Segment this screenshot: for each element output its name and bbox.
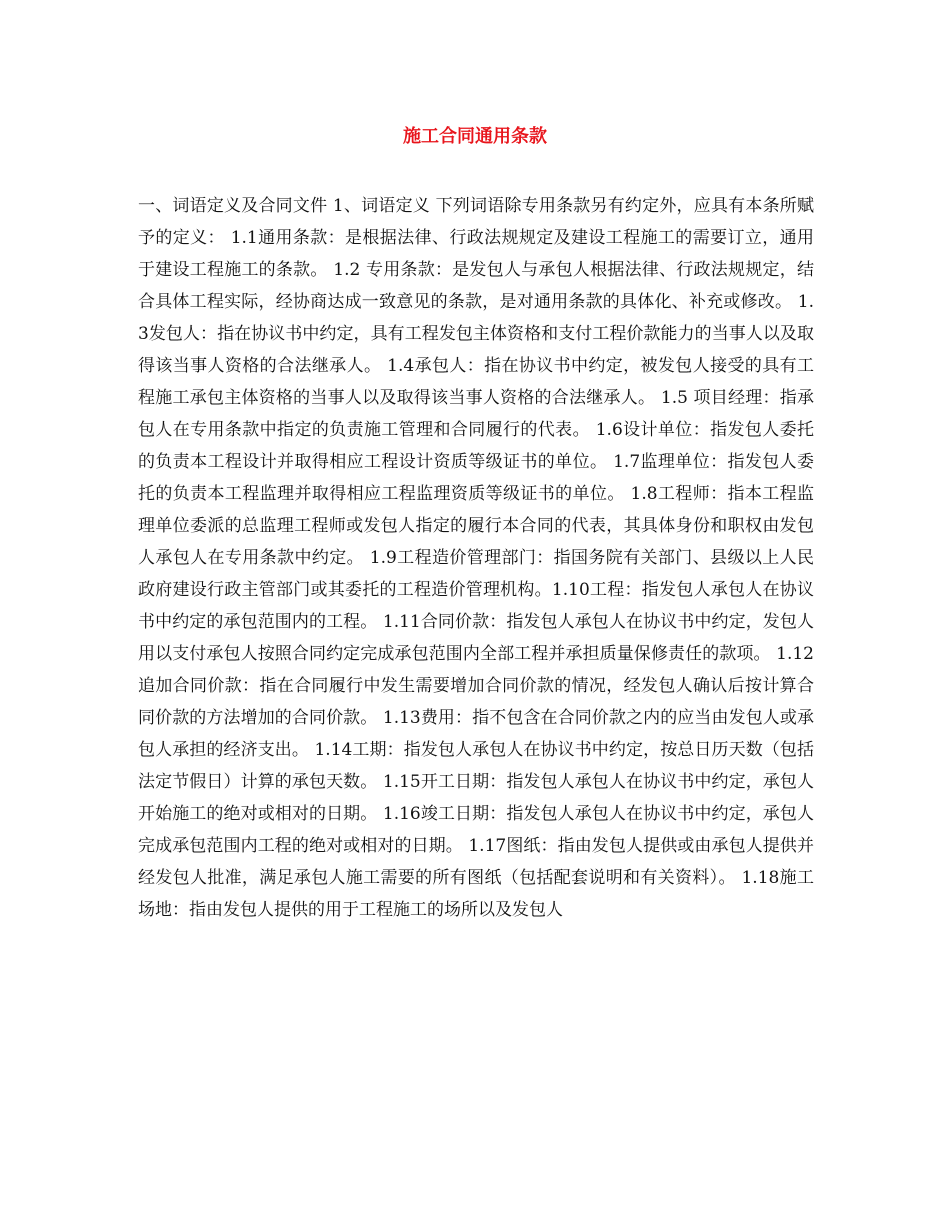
document-title: 施工合同通用条款 bbox=[403, 126, 547, 147]
document-body: 一、词语定义及合同文件 1、词语定义 下列词语除专用条款另有约定外，应具有本条所赋予的定义： 1.1通用条款：是根据法律、行政法规规定及建设工程施工的需要订立，通用于建设工程施工的条款。 1.2 专用条款：是发包人与承包人根据法律、行政法规规定，结合具体工程实际，经协商达成一致意见的条款，是对通用条款的具体化、补充或修改。 1.3发包人：指在协议书中约定，具有工程发包主体资格和支付工程价款能力的当事人以及取得该当事人资格的合法继承人。 1.4承包人：指在协议书中约定，被发包人接受的具有工程施工承包主体资格的当事人以及取得该当事人资格的合法继承人。 1.5 项目经理：指承包人在专用条款中指定的负责施工管理和合同履行的代表。 1.6设计单位：指发包人委托的负责本工程设计并取得相应工程设计资质等级证书的单位。 1.7监理单位：指发包人委托的负责本工程监理并取得相应工程监理资质等级证书的单位。 1.8工程师：指本工程监理单位委派的总监理工程师或发包人指定的履行本合同的代表，其具体身份和职权由发包人承包人在专用条款中约定。 1.9工程造价管理部门：指国务院有关部门、县级以上人民政府建设行政主管部门或其委托的工程造价管理机构。1.10工程：指发包人承包人在协议书中约定的承包范围内的工程。 1.11合同价款：指发包人承包人在协议书中约定，发包人用以支付承包人按照合同约定完成承包范围内全部工程并承担质量保修责任的款项。 1.12追加合同价款：指在合同履行中发生需要增加合同价款的情况，经发包人确认后按计算合同价款的方法增加的合同价款。 1.13费用：指不包含在合同价款之内的应当由发包人或承包人承担的经济支出。 1.14工期：指发包人承包人在协议书中约定，按总日历天数（包括法定节假日）计算的承包天数。 1.15开工日期：指发包人承包人在协议书中约定，承包人开始施工的绝对或相对的日期。 1.16竣工日期：指发包人承包人在协议书中约定，承包人完成承包范围内工程的绝对或相对的日期。 1.17图纸：指由发包人提供或由承包人提供并经发包人批准，满足承包人施工需要的所有图纸（包括配套说明和有关资料）。 1.18施工场地：指由发包人提供的用于工程施工的场所以及发包人 bbox=[138, 196, 814, 920]
